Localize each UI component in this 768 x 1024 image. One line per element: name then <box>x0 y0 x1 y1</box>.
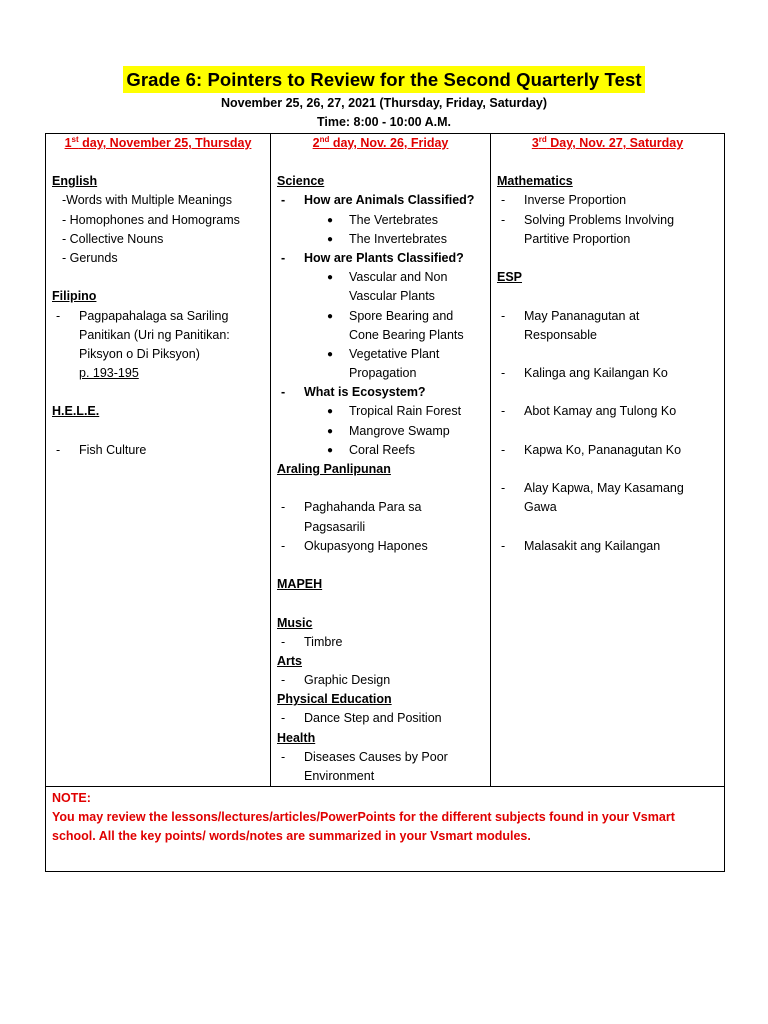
list-item-cont: Piksyon o Di Piksyon) <box>79 346 200 361</box>
list-item: - Graphic Design <box>281 673 391 688</box>
bullet-item-cont: Vascular Plants <box>349 289 435 304</box>
subject-mathematics: Mathematics <box>497 174 573 189</box>
bullet-item-cont: Propagation <box>349 366 417 381</box>
list-item: - Solving Problems Involving <box>501 212 675 227</box>
list-item-cont: Responsable <box>524 327 597 342</box>
subject-mapeh: MAPEH <box>277 577 323 592</box>
note-text: You may review the lessons/lectures/articles/PowerPoints for the different subjects found in your Vsmart school. All the key points/ words/notes are summarized in your Vsmart modules. <box>52 810 675 844</box>
subject-araling-panlipunan: Araling Panlipunan <box>277 462 391 476</box>
topic-animals: - How are Animals Classified? <box>281 193 475 208</box>
day3-header: 3rd Day, Nov. 27, Saturday <box>531 134 684 150</box>
list-item: - Abot Kamay ang Tulong Ko <box>501 404 677 419</box>
list-item-cont: Panitikan (Uri ng Panitikan: <box>79 327 230 342</box>
topic-plants: - How are Plants Classified? <box>281 250 464 265</box>
list-item: - Inverse Proportion <box>501 193 627 208</box>
list-item-cont: Environment <box>304 769 375 783</box>
subject-filipino: Filipino <box>52 289 97 304</box>
schedule-table <box>45 133 725 872</box>
subject-esp: ESP <box>497 270 523 285</box>
note-cell <box>46 787 725 872</box>
test-time: Time: 8:00 - 10:00 A.M. <box>316 115 452 129</box>
list-item: - May Pananagutan at <box>501 308 640 323</box>
list-item: - Kalinga ang Kailangan Ko <box>501 366 668 381</box>
schedule-row <box>46 134 725 787</box>
bullet-item: ● Vegetative Plant <box>327 346 440 361</box>
list-item-cont: Gawa <box>524 500 557 515</box>
page-reference: p. 193-195 <box>79 366 139 381</box>
list-item: - Pagpapahalaga sa Sariling <box>56 308 229 323</box>
day1-header: 1st day, November 25, Thursday <box>64 134 252 150</box>
subject-music: Music <box>277 615 313 630</box>
subject-health: Health <box>277 730 316 745</box>
note-row <box>46 787 725 872</box>
list-item-cont: Pagsasarili <box>304 519 366 534</box>
subject-english: English <box>52 174 98 189</box>
list-item: - Diseases Causes by Poor <box>281 749 448 764</box>
list-item: - Fish Culture <box>56 442 147 457</box>
topic-ecosystem: - What is Ecosystem? <box>281 385 426 400</box>
list-item-cont: Partitive Proportion <box>524 231 631 246</box>
bullet-item: ● Coral Reefs <box>327 442 415 457</box>
list-item: - Gerunds <box>62 250 118 265</box>
list-item: -Words with Multiple Meanings <box>62 193 232 208</box>
list-item: - Malasakit ang Kailangan <box>501 538 661 553</box>
subject-pe: Physical Education <box>277 692 392 707</box>
note-label: NOTE: <box>52 791 91 806</box>
list-item: - Kapwa Ko, Pananagutan Ko <box>501 442 682 457</box>
bullet-item: ● The Vertebrates <box>327 212 438 227</box>
day2-column <box>271 134 491 787</box>
list-item: - Timbre <box>281 634 343 649</box>
title-block <box>0 66 768 93</box>
bullet-item: ● Mangrove Swamp <box>327 423 450 438</box>
day1-column <box>46 134 271 787</box>
bullet-item: ● Tropical Rain Forest <box>327 404 462 419</box>
list-item: - Paghahanda Para sa <box>281 500 422 515</box>
subject-arts: Arts <box>277 653 303 668</box>
list-item: - Alay Kapwa, May Kasamang <box>501 481 684 496</box>
test-dates: November 25, 26, 27, 2021 (Thursday, Friday, Saturday) <box>220 96 548 110</box>
subject-science: Science <box>277 174 325 189</box>
bullet-item-cont: Cone Bearing Plants <box>349 327 464 342</box>
list-item: - Collective Nouns <box>62 231 164 246</box>
bullet-item: ● The Invertebrates <box>327 231 447 246</box>
list-item: - Dance Step and Position <box>281 711 442 726</box>
day2-header: 2nd day, Nov. 26, Friday <box>312 134 449 150</box>
list-item: - Okupasyong Hapones <box>281 538 428 553</box>
bullet-item: ● Spore Bearing and <box>327 308 454 323</box>
list-item: - Homophones and Homograms <box>62 212 240 227</box>
page-title: Grade 6: Pointers to Review for the Second Quarterly Test <box>123 66 644 93</box>
subject-hele: H.E.L.E. <box>52 404 100 419</box>
day3-column <box>491 134 725 787</box>
bullet-item: ● Vascular and Non <box>327 270 448 285</box>
